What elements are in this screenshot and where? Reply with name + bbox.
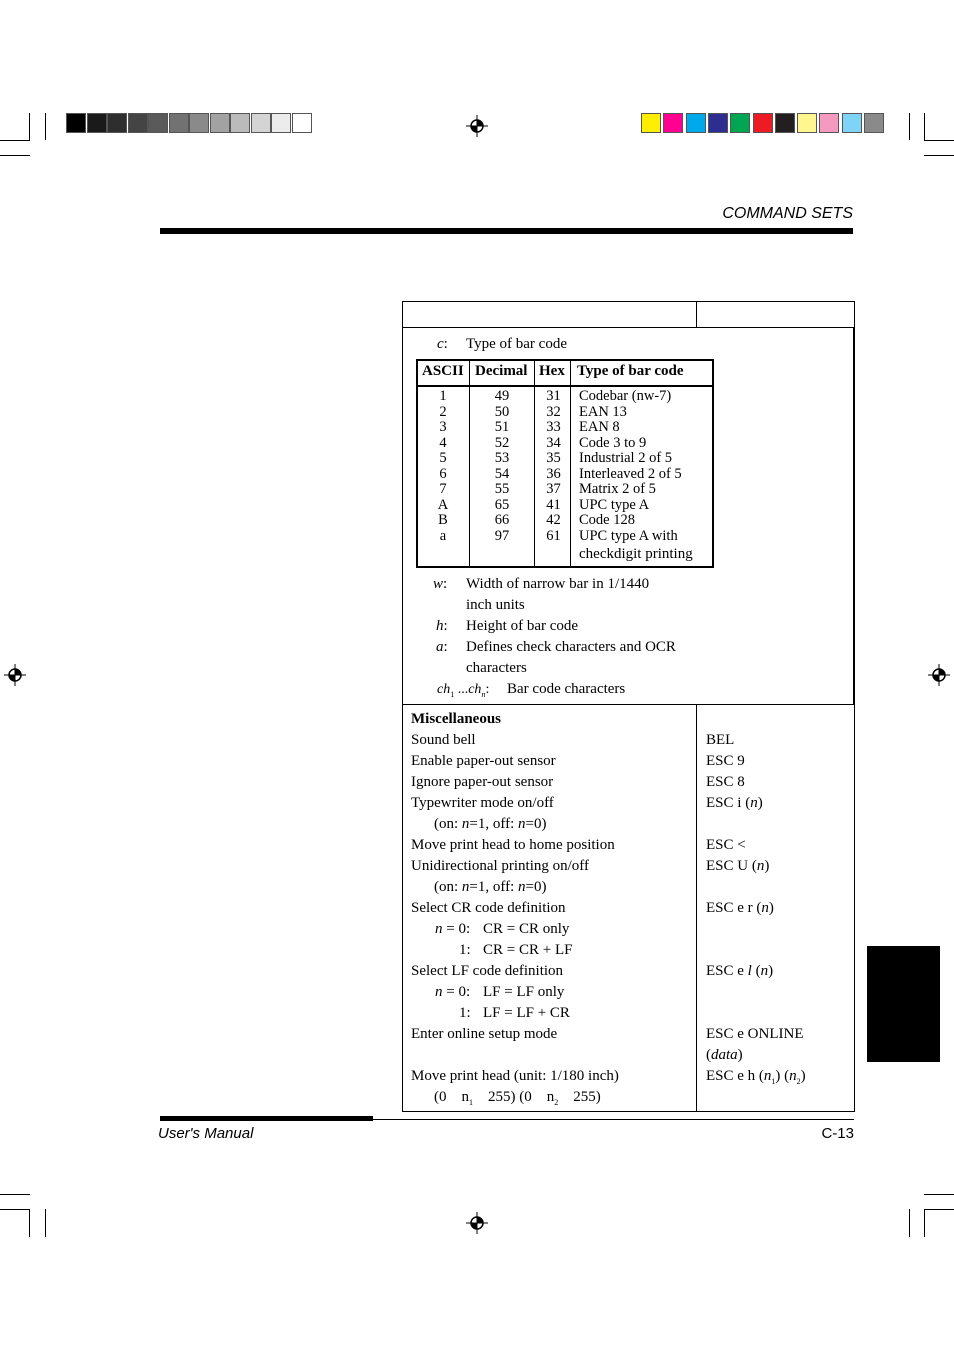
chapter-thumb-tab [867, 946, 940, 1062]
param-c-desc: Type of bar code [466, 336, 567, 352]
lf-def-label: Select LF code definition [411, 963, 564, 979]
calibration-swatch [128, 113, 148, 133]
cr-n0-key: n = 0: [435, 921, 471, 937]
param-a-desc-2: characters [466, 660, 527, 676]
param-w-label: w [433, 576, 444, 592]
footer-manual-title: User's Manual [158, 1125, 254, 1142]
ignore-sensor-cmd: ESC 8 [706, 774, 745, 790]
unidir-cmd-row: ESC U (n) [706, 858, 770, 874]
calibration-swatch [842, 113, 862, 133]
grayscale-bar [66, 113, 312, 133]
barcode-type-column: Codebar (nw-7) EAN 13 EAN 8 Code 3 to 9 Industrial 2 of 5 Interleaved 2 of 5 Matrix 2 of 5 UPC type A Code 128 UPC type A with [579, 388, 682, 544]
param-a-desc: Defines check characters and OCR [466, 639, 676, 655]
typewriter-cmd-row: ESC i (n) [706, 795, 763, 811]
calibration-swatch [292, 113, 312, 133]
footer-rule-thick [160, 1116, 373, 1121]
barcode-table-col-rule-1 [469, 359, 470, 568]
unidir-cmd: ESC U [706, 858, 749, 874]
param-h-label: h [436, 618, 444, 634]
calibration-swatch [251, 113, 271, 133]
lf-cmd: ESC e [706, 963, 744, 979]
param-w-row: w: [433, 576, 448, 592]
move-range: (0 $n_1$ 255) (0 $n_2$ 255) [434, 1089, 601, 1107]
calibration-swatch [819, 113, 839, 133]
calibration-swatch [169, 113, 189, 133]
barcode-header-type: Type of bar code [577, 363, 684, 379]
param-c-label: c [437, 336, 444, 352]
table-header-row-rule [402, 327, 855, 328]
section-title: COMMAND SETS [722, 205, 853, 222]
calibration-swatch [230, 113, 250, 133]
param-ch-label: $ch_1$ $...ch_n$: [437, 682, 490, 699]
lf-n1-desc: LF = LF + CR [483, 1005, 570, 1021]
unidir-values: (on: n=1, off: n=0) [434, 879, 547, 895]
enable-sensor-label: Enable paper-out sensor [411, 753, 556, 769]
barcode-ascii-column: 1 2 3 4 5 6 7 A B a [437, 388, 449, 544]
enable-sensor-cmd: ESC 9 [706, 753, 745, 769]
cr-cmd-row: ESC e r (n) [706, 900, 774, 916]
calibration-swatch [66, 113, 86, 133]
move-label: Move print head (unit: 1/180 inch) [411, 1068, 619, 1084]
param-h-row: h: [436, 618, 448, 634]
sound-bell-label: Sound bell [411, 732, 476, 748]
registration-target-left-icon [4, 664, 26, 686]
calibration-swatch [641, 113, 661, 133]
ignore-sensor-label: Ignore paper-out sensor [411, 774, 554, 790]
footer-rule-thin [373, 1119, 854, 1120]
calibration-swatch [189, 113, 209, 133]
calibration-swatch [148, 113, 168, 133]
typewriter-cmd: ESC i [706, 795, 742, 811]
typewriter-label: Typewriter mode on/off [411, 795, 554, 811]
setup-label: Enter online setup mode [411, 1026, 558, 1042]
calibration-swatch [271, 113, 291, 133]
typewriter-values: (on: n=1, off: n=0) [434, 816, 547, 832]
cr-n1-key: 1: [459, 942, 471, 958]
barcode-table-col-rule-3 [570, 359, 571, 568]
table-column-divider-lower [696, 704, 697, 1112]
barcode-table-col-rule-2 [534, 359, 535, 568]
barcode-decimal-column: 49 50 51 52 53 54 55 65 66 97 [494, 388, 510, 544]
misc-heading: Miscellaneous [411, 711, 501, 727]
param-a-label: a [436, 639, 444, 655]
calibration-swatch [775, 113, 795, 133]
param-c-row: c: [437, 336, 448, 352]
calibration-swatch [663, 113, 683, 133]
calibration-swatch [864, 113, 884, 133]
registration-target-top-icon [466, 115, 488, 137]
page-number: C-13 [821, 1125, 854, 1142]
cr-def-label: Select CR code definition [411, 900, 566, 916]
param-a-row: a: [436, 639, 448, 655]
registration-target-right-icon [928, 664, 950, 686]
calibration-swatch [87, 113, 107, 133]
calibration-swatch [686, 113, 706, 133]
calibration-swatch [730, 113, 750, 133]
registration-target-bottom-icon [466, 1212, 488, 1234]
calibration-swatch [107, 113, 127, 133]
cr-cmd: ESC e r [706, 900, 753, 916]
calibration-swatch [753, 113, 773, 133]
cr-n1-desc: CR = CR + LF [483, 942, 573, 958]
calibration-swatch [708, 113, 728, 133]
barcode-header-hex: Hex [539, 363, 565, 379]
barcode-header-decimal: Decimal [475, 363, 528, 379]
setup-cmd-data: (data) [706, 1047, 743, 1063]
barcode-table-header-rule [416, 385, 714, 387]
lf-n0-desc: LF = LF only [483, 984, 565, 1000]
move-cmd-row: ESC e h $(n_1)$ $(n_2)$ [706, 1068, 806, 1086]
home-cmd: ESC < [706, 837, 746, 853]
param-w-desc-2: inch units [466, 597, 525, 613]
lf-n0-key: n = 0: [435, 984, 471, 1000]
setup-cmd: ESC e ONLINE [706, 1026, 804, 1042]
lf-n1-key: 1: [459, 1005, 471, 1021]
param-w-desc: Width of narrow bar in 1/1440 [466, 576, 650, 592]
barcode-hex-column: 31 32 33 34 35 36 37 41 42 61 [546, 388, 561, 544]
move-cmd: ESC e h [706, 1068, 756, 1084]
barcode-header-ascii: ASCII [422, 363, 464, 379]
calibration-swatch [797, 113, 817, 133]
color-bar [641, 113, 887, 133]
sound-bell-cmd: BEL [706, 732, 735, 748]
header-rule [160, 228, 853, 234]
unidir-label: Unidirectional printing on/off [411, 858, 590, 874]
table-right-border [853, 328, 854, 704]
cr-n0-desc: CR = CR only [483, 921, 570, 937]
param-ch-desc: Bar code characters [507, 681, 626, 697]
home-label: Move print head to home position [411, 837, 615, 853]
table-column-divider [696, 301, 697, 328]
param-h-desc: Height of bar code [466, 618, 579, 634]
barcode-type-last-line: checkdigit printing [579, 546, 693, 562]
calibration-swatch [210, 113, 230, 133]
lf-cmd-row: ESC e l (n) [706, 963, 774, 979]
